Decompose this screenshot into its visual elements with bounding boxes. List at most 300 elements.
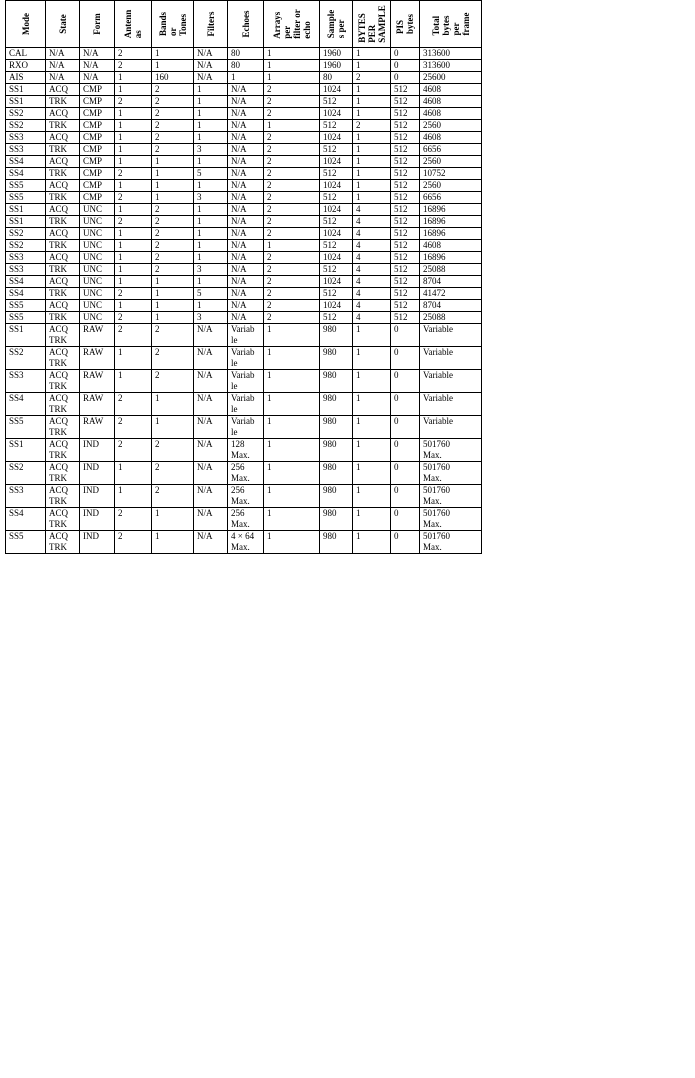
- cell-arrays-per-filter-or-echo: 1: [264, 439, 320, 462]
- cell-mode: SS1: [6, 204, 46, 216]
- cell-bands-or-tones: 2: [152, 485, 194, 508]
- cell-form: IND: [80, 531, 115, 554]
- cell-state: TRK: [46, 144, 80, 156]
- cell-echoes: N/A: [228, 228, 264, 240]
- cell-form: IND: [80, 508, 115, 531]
- table-row: [6, 347, 482, 370]
- cell-pis-bytes: 512: [391, 264, 420, 276]
- cell-mode: SS4: [6, 276, 46, 288]
- cell-echoes: N/A: [228, 192, 264, 204]
- header-echoes: [228, 1, 264, 48]
- cell-state: TRK: [46, 312, 80, 324]
- cell-filters: 1: [194, 204, 228, 216]
- cell-form: RAW: [80, 347, 115, 370]
- cell-form: UNC: [80, 312, 115, 324]
- cell-samples-per: 1024: [320, 204, 353, 216]
- cell-pis-bytes: 512: [391, 240, 420, 252]
- cell-mode: SS5: [6, 180, 46, 192]
- cell-arrays-per-filter-or-echo: 2: [264, 228, 320, 240]
- cell-filters: N/A: [194, 370, 228, 393]
- cell-total-bytes-per-frame: Variable: [420, 393, 482, 416]
- cell-mode: SS2: [6, 240, 46, 252]
- cell-bytes-per-sample: 1: [353, 416, 391, 439]
- cell-antennas: 1: [115, 108, 152, 120]
- cell-filters: N/A: [194, 72, 228, 84]
- cell-state: ACQ: [46, 228, 80, 240]
- table-row: [6, 439, 482, 462]
- cell-arrays-per-filter-or-echo: 2: [264, 144, 320, 156]
- cell-antennas: 2: [115, 324, 152, 347]
- cell-pis-bytes: 512: [391, 192, 420, 204]
- cell-echoes: 4 × 64 Max.: [228, 531, 264, 554]
- table-row: [6, 393, 482, 416]
- header-samples-per: [320, 1, 353, 48]
- table-row: [6, 252, 482, 264]
- cell-filters: 1: [194, 108, 228, 120]
- cell-mode: SS5: [6, 416, 46, 439]
- header-label-antennas: Antenn as: [123, 9, 143, 39]
- cell-echoes: N/A: [228, 96, 264, 108]
- cell-samples-per: 512: [320, 312, 353, 324]
- cell-bytes-per-sample: 2: [353, 72, 391, 84]
- table-row: [6, 108, 482, 120]
- table-row: [6, 324, 482, 347]
- cell-mode: SS4: [6, 393, 46, 416]
- cell-form: CMP: [80, 120, 115, 132]
- cell-state: ACQ: [46, 108, 80, 120]
- cell-bands-or-tones: 1: [152, 60, 194, 72]
- cell-mode: SS4: [6, 508, 46, 531]
- cell-filters: 3: [194, 312, 228, 324]
- cell-bands-or-tones: 2: [152, 120, 194, 132]
- cell-pis-bytes: 512: [391, 300, 420, 312]
- cell-echoes: N/A: [228, 240, 264, 252]
- cell-bands-or-tones: 2: [152, 439, 194, 462]
- cell-antennas: 1: [115, 180, 152, 192]
- cell-arrays-per-filter-or-echo: 1: [264, 60, 320, 72]
- cell-total-bytes-per-frame: 8704: [420, 300, 482, 312]
- cell-state: TRK: [46, 96, 80, 108]
- cell-form: CMP: [80, 132, 115, 144]
- cell-bytes-per-sample: 1: [353, 144, 391, 156]
- cell-total-bytes-per-frame: 501760 Max.: [420, 439, 482, 462]
- cell-bands-or-tones: 2: [152, 240, 194, 252]
- cell-form: UNC: [80, 216, 115, 228]
- table-row: [6, 156, 482, 168]
- cell-state: ACQ TRK: [46, 531, 80, 554]
- table-row: [6, 462, 482, 485]
- header-label-state: State: [57, 14, 68, 34]
- table-row: [6, 300, 482, 312]
- cell-pis-bytes: 512: [391, 204, 420, 216]
- cell-bands-or-tones: 1: [152, 180, 194, 192]
- cell-arrays-per-filter-or-echo: 1: [264, 120, 320, 132]
- cell-mode: SS3: [6, 485, 46, 508]
- cell-bytes-per-sample: 4: [353, 216, 391, 228]
- cell-mode: SS1: [6, 324, 46, 347]
- cell-form: RAW: [80, 370, 115, 393]
- cell-state: ACQ: [46, 276, 80, 288]
- cell-samples-per: 512: [320, 192, 353, 204]
- header-label-bands-or-tones: Bands or Tones: [157, 11, 188, 37]
- cell-state: TRK: [46, 120, 80, 132]
- cell-echoes: N/A: [228, 84, 264, 96]
- header-antennas: [115, 1, 152, 48]
- cell-total-bytes-per-frame: 313600: [420, 60, 482, 72]
- cell-samples-per: 512: [320, 264, 353, 276]
- header-label-samples-per: Sample s per: [326, 9, 346, 39]
- cell-state: ACQ: [46, 204, 80, 216]
- cell-bytes-per-sample: 1: [353, 156, 391, 168]
- cell-mode: SS3: [6, 132, 46, 144]
- cell-samples-per: 1024: [320, 276, 353, 288]
- cell-bands-or-tones: 2: [152, 132, 194, 144]
- cell-pis-bytes: 0: [391, 72, 420, 84]
- cell-total-bytes-per-frame: 4608: [420, 108, 482, 120]
- cell-bands-or-tones: 1: [152, 393, 194, 416]
- cell-mode: SS3: [6, 264, 46, 276]
- cell-bytes-per-sample: 1: [353, 531, 391, 554]
- cell-form: UNC: [80, 204, 115, 216]
- cell-antennas: 1: [115, 156, 152, 168]
- cell-form: UNC: [80, 252, 115, 264]
- cell-mode: SS2: [6, 347, 46, 370]
- cell-echoes: N/A: [228, 312, 264, 324]
- cell-form: IND: [80, 462, 115, 485]
- cell-bands-or-tones: 2: [152, 370, 194, 393]
- cell-samples-per: 80: [320, 72, 353, 84]
- cell-form: CMP: [80, 168, 115, 180]
- cell-echoes: Variab le: [228, 416, 264, 439]
- table-row: [6, 72, 482, 84]
- cell-pis-bytes: 512: [391, 312, 420, 324]
- cell-total-bytes-per-frame: 2560: [420, 156, 482, 168]
- cell-bands-or-tones: 1: [152, 300, 194, 312]
- header-label-bytes-per-sample: BYTES PER SAMPLE: [356, 5, 387, 43]
- cell-bytes-per-sample: 1: [353, 60, 391, 72]
- cell-pis-bytes: 0: [391, 439, 420, 462]
- cell-mode: SS3: [6, 144, 46, 156]
- header-label-total-bytes-per-frame: Total bytes per frame: [430, 12, 471, 36]
- cell-filters: 1: [194, 300, 228, 312]
- cell-arrays-per-filter-or-echo: 2: [264, 108, 320, 120]
- cell-mode: SS2: [6, 120, 46, 132]
- cell-antennas: 2: [115, 508, 152, 531]
- cell-bytes-per-sample: 4: [353, 264, 391, 276]
- cell-echoes: N/A: [228, 144, 264, 156]
- cell-samples-per: 980: [320, 370, 353, 393]
- cell-pis-bytes: 512: [391, 96, 420, 108]
- cell-antennas: 1: [115, 370, 152, 393]
- cell-state: TRK: [46, 168, 80, 180]
- cell-arrays-per-filter-or-echo: 1: [264, 508, 320, 531]
- cell-bands-or-tones: 1: [152, 192, 194, 204]
- cell-bands-or-tones: 2: [152, 347, 194, 370]
- cell-samples-per: 512: [320, 168, 353, 180]
- cell-samples-per: 980: [320, 324, 353, 347]
- cell-echoes: Variab le: [228, 324, 264, 347]
- cell-samples-per: 1024: [320, 228, 353, 240]
- header-total-bytes-per-frame: [420, 1, 482, 48]
- cell-form: CMP: [80, 192, 115, 204]
- cell-bytes-per-sample: 4: [353, 228, 391, 240]
- cell-total-bytes-per-frame: 25088: [420, 264, 482, 276]
- cell-antennas: 2: [115, 439, 152, 462]
- header-row: [6, 1, 482, 48]
- cell-arrays-per-filter-or-echo: 1: [264, 370, 320, 393]
- cell-bytes-per-sample: 2: [353, 120, 391, 132]
- cell-filters: 3: [194, 192, 228, 204]
- cell-form: UNC: [80, 264, 115, 276]
- cell-mode: SS2: [6, 108, 46, 120]
- table-row: [6, 180, 482, 192]
- cell-samples-per: 980: [320, 508, 353, 531]
- cell-form: IND: [80, 439, 115, 462]
- cell-antennas: 1: [115, 252, 152, 264]
- cell-filters: 1: [194, 120, 228, 132]
- cell-state: ACQ TRK: [46, 347, 80, 370]
- cell-arrays-per-filter-or-echo: 1: [264, 347, 320, 370]
- cell-state: TRK: [46, 192, 80, 204]
- cell-total-bytes-per-frame: 25600: [420, 72, 482, 84]
- cell-samples-per: 512: [320, 144, 353, 156]
- cell-bytes-per-sample: 1: [353, 108, 391, 120]
- cell-total-bytes-per-frame: 4608: [420, 96, 482, 108]
- cell-samples-per: 512: [320, 96, 353, 108]
- cell-echoes: 128 Max.: [228, 439, 264, 462]
- cell-arrays-per-filter-or-echo: 2: [264, 132, 320, 144]
- cell-samples-per: 512: [320, 240, 353, 252]
- cell-mode: SS4: [6, 288, 46, 300]
- header-label-echoes: Echoes: [240, 10, 251, 38]
- cell-arrays-per-filter-or-echo: 2: [264, 192, 320, 204]
- cell-echoes: Variab le: [228, 370, 264, 393]
- cell-bytes-per-sample: 1: [353, 462, 391, 485]
- cell-echoes: N/A: [228, 288, 264, 300]
- cell-bands-or-tones: 2: [152, 228, 194, 240]
- cell-form: UNC: [80, 300, 115, 312]
- cell-antennas: 1: [115, 462, 152, 485]
- cell-antennas: 1: [115, 144, 152, 156]
- cell-mode: SS2: [6, 462, 46, 485]
- cell-pis-bytes: 512: [391, 228, 420, 240]
- cell-pis-bytes: 512: [391, 156, 420, 168]
- table-row: [6, 276, 482, 288]
- cell-samples-per: 1024: [320, 300, 353, 312]
- cell-arrays-per-filter-or-echo: 2: [264, 216, 320, 228]
- table-row: [6, 240, 482, 252]
- cell-form: UNC: [80, 228, 115, 240]
- cell-form: N/A: [80, 60, 115, 72]
- cell-form: CMP: [80, 180, 115, 192]
- cell-echoes: N/A: [228, 264, 264, 276]
- cell-pis-bytes: 512: [391, 288, 420, 300]
- cell-antennas: 2: [115, 288, 152, 300]
- cell-antennas: 1: [115, 347, 152, 370]
- cell-total-bytes-per-frame: Variable: [420, 347, 482, 370]
- cell-bands-or-tones: 2: [152, 204, 194, 216]
- cell-form: N/A: [80, 72, 115, 84]
- cell-bytes-per-sample: 4: [353, 300, 391, 312]
- cell-filters: 1: [194, 216, 228, 228]
- cell-antennas: 1: [115, 132, 152, 144]
- cell-bands-or-tones: 2: [152, 84, 194, 96]
- cell-arrays-per-filter-or-echo: 2: [264, 180, 320, 192]
- table-row: [6, 60, 482, 72]
- cell-bytes-per-sample: 1: [353, 132, 391, 144]
- cell-form: RAW: [80, 416, 115, 439]
- cell-arrays-per-filter-or-echo: 2: [264, 312, 320, 324]
- cell-samples-per: 980: [320, 347, 353, 370]
- cell-echoes: N/A: [228, 252, 264, 264]
- table-row: [6, 168, 482, 180]
- cell-total-bytes-per-frame: 2560: [420, 120, 482, 132]
- cell-state: ACQ TRK: [46, 439, 80, 462]
- table-row: [6, 216, 482, 228]
- cell-total-bytes-per-frame: 501760 Max.: [420, 485, 482, 508]
- cell-state: N/A: [46, 72, 80, 84]
- cell-bytes-per-sample: 1: [353, 439, 391, 462]
- cell-pis-bytes: 512: [391, 252, 420, 264]
- cell-arrays-per-filter-or-echo: 2: [264, 276, 320, 288]
- cell-bytes-per-sample: 1: [353, 393, 391, 416]
- cell-mode: SS4: [6, 156, 46, 168]
- cell-bytes-per-sample: 4: [353, 288, 391, 300]
- header-bands-or-tones: [152, 1, 194, 48]
- cell-samples-per: 980: [320, 416, 353, 439]
- cell-pis-bytes: 0: [391, 531, 420, 554]
- cell-arrays-per-filter-or-echo: 2: [264, 288, 320, 300]
- cell-arrays-per-filter-or-echo: 1: [264, 240, 320, 252]
- cell-form: CMP: [80, 96, 115, 108]
- cell-pis-bytes: 0: [391, 485, 420, 508]
- cell-arrays-per-filter-or-echo: 1: [264, 72, 320, 84]
- cell-total-bytes-per-frame: 4608: [420, 132, 482, 144]
- cell-bytes-per-sample: 1: [353, 84, 391, 96]
- cell-filters: 1: [194, 228, 228, 240]
- cell-echoes: 1: [228, 72, 264, 84]
- cell-pis-bytes: 512: [391, 120, 420, 132]
- cell-bytes-per-sample: 1: [353, 324, 391, 347]
- header-label-mode: Mode: [20, 13, 31, 35]
- cell-bands-or-tones: 1: [152, 312, 194, 324]
- cell-arrays-per-filter-or-echo: 1: [264, 485, 320, 508]
- table-row: [6, 192, 482, 204]
- cell-mode: SS1: [6, 439, 46, 462]
- cell-echoes: N/A: [228, 132, 264, 144]
- cell-antennas: 2: [115, 216, 152, 228]
- cell-echoes: N/A: [228, 216, 264, 228]
- cell-pis-bytes: 0: [391, 60, 420, 72]
- cell-bands-or-tones: 2: [152, 264, 194, 276]
- table-row: [6, 508, 482, 531]
- cell-antennas: 2: [115, 393, 152, 416]
- cell-mode: SS2: [6, 228, 46, 240]
- cell-state: ACQ: [46, 132, 80, 144]
- cell-state: ACQ TRK: [46, 370, 80, 393]
- cell-filters: N/A: [194, 393, 228, 416]
- cell-form: UNC: [80, 288, 115, 300]
- cell-antennas: 1: [115, 264, 152, 276]
- cell-bytes-per-sample: 1: [353, 192, 391, 204]
- cell-total-bytes-per-frame: 501760 Max.: [420, 508, 482, 531]
- table-row: [6, 416, 482, 439]
- cell-state: ACQ TRK: [46, 324, 80, 347]
- cell-arrays-per-filter-or-echo: 2: [264, 204, 320, 216]
- cell-pis-bytes: 512: [391, 84, 420, 96]
- cell-form: UNC: [80, 276, 115, 288]
- cell-filters: 1: [194, 132, 228, 144]
- cell-samples-per: 1960: [320, 48, 353, 60]
- table-row: [6, 144, 482, 156]
- cell-antennas: 2: [115, 96, 152, 108]
- cell-form: CMP: [80, 156, 115, 168]
- table-row: [6, 264, 482, 276]
- header-state: [46, 1, 80, 48]
- cell-form: RAW: [80, 324, 115, 347]
- table-row: [6, 531, 482, 554]
- cell-arrays-per-filter-or-echo: 1: [264, 462, 320, 485]
- cell-state: ACQ: [46, 84, 80, 96]
- cell-form: CMP: [80, 84, 115, 96]
- cell-antennas: 1: [115, 240, 152, 252]
- cell-bands-or-tones: 1: [152, 288, 194, 300]
- cell-pis-bytes: 512: [391, 132, 420, 144]
- cell-filters: 5: [194, 168, 228, 180]
- cell-arrays-per-filter-or-echo: 2: [264, 96, 320, 108]
- cell-arrays-per-filter-or-echo: 2: [264, 252, 320, 264]
- header-label-form: Form: [92, 13, 102, 35]
- cell-bands-or-tones: 1: [152, 48, 194, 60]
- cell-state: TRK: [46, 264, 80, 276]
- table-row: [6, 96, 482, 108]
- cell-pis-bytes: 512: [391, 216, 420, 228]
- cell-arrays-per-filter-or-echo: 1: [264, 324, 320, 347]
- cell-samples-per: 980: [320, 393, 353, 416]
- cell-samples-per: 980: [320, 439, 353, 462]
- cell-antennas: 2: [115, 60, 152, 72]
- cell-total-bytes-per-frame: 6656: [420, 192, 482, 204]
- cell-echoes: N/A: [228, 120, 264, 132]
- cell-echoes: 256 Max.: [228, 485, 264, 508]
- cell-samples-per: 512: [320, 216, 353, 228]
- cell-state: ACQ TRK: [46, 508, 80, 531]
- cell-arrays-per-filter-or-echo: 2: [264, 264, 320, 276]
- cell-echoes: 80: [228, 48, 264, 60]
- cell-filters: N/A: [194, 60, 228, 72]
- cell-bytes-per-sample: 1: [353, 96, 391, 108]
- cell-samples-per: 512: [320, 288, 353, 300]
- table-row: [6, 132, 482, 144]
- cell-total-bytes-per-frame: 6656: [420, 144, 482, 156]
- cell-bytes-per-sample: 1: [353, 48, 391, 60]
- header-label-pis-bytes: PIS bytes: [395, 14, 415, 34]
- cell-samples-per: 980: [320, 531, 353, 554]
- cell-antennas: 2: [115, 48, 152, 60]
- cell-samples-per: 1024: [320, 252, 353, 264]
- cell-bands-or-tones: 2: [152, 324, 194, 347]
- cell-arrays-per-filter-or-echo: 2: [264, 300, 320, 312]
- cell-state: N/A: [46, 48, 80, 60]
- cell-state: TRK: [46, 216, 80, 228]
- cell-echoes: 256 Max.: [228, 508, 264, 531]
- cell-filters: 3: [194, 264, 228, 276]
- cell-pis-bytes: 0: [391, 324, 420, 347]
- cell-bands-or-tones: 160: [152, 72, 194, 84]
- cell-bytes-per-sample: 1: [353, 485, 391, 508]
- cell-samples-per: 980: [320, 485, 353, 508]
- cell-echoes: Variab le: [228, 393, 264, 416]
